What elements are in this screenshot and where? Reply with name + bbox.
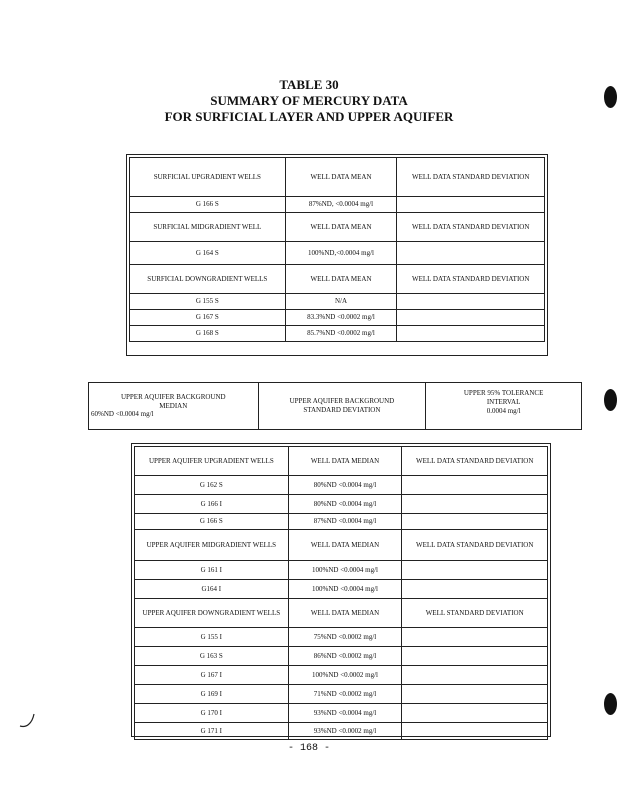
well-id: G 167 S (130, 310, 286, 326)
upper-downgradient-header (135, 599, 548, 628)
well-sd (397, 310, 545, 326)
table-row (130, 197, 545, 213)
well-id: G 164 S (130, 242, 286, 265)
upper-aquifer-table (134, 446, 548, 740)
binder-hole-bottom (604, 693, 617, 715)
well-sd (402, 723, 548, 740)
table-row (135, 647, 548, 666)
header-std-dev: WELL DATA STANDARD DEVIATION (397, 213, 545, 242)
header-well-group: UPPER AQUIFER DOWNGRADIENT WELLS (135, 599, 289, 628)
well-sd (402, 514, 548, 530)
table-row (135, 723, 548, 740)
table-row (135, 704, 548, 723)
well-value: 75%ND <0.0002 mg/l (288, 628, 402, 647)
background-median-cell (89, 383, 259, 430)
well-id: G 166 S (135, 514, 289, 530)
well-value: 86%ND <0.0002 mg/l (288, 647, 402, 666)
table-title: TABLE 30 (279, 77, 339, 92)
background-sd-label: UPPER AQUIFER BACKGROUND STANDARD DEVIATION (258, 383, 426, 430)
surficial-midgradient-header (130, 213, 545, 242)
header-well-data: WELL DATA MEAN (285, 265, 397, 294)
header-well-data: WELL DATA MEAN (285, 213, 397, 242)
table-subtitle-2: FOR SURFICIAL LAYER AND UPPER AQUIFER (164, 109, 454, 124)
well-id: G 166 S (130, 197, 286, 213)
well-sd (397, 326, 545, 342)
well-value: 80%ND <0.0004 mg/l (288, 495, 402, 514)
well-sd (402, 704, 548, 723)
well-id: G 171 I (135, 723, 289, 740)
well-sd (402, 476, 548, 495)
well-value: 93%ND <0.0004 mg/l (288, 704, 402, 723)
well-value: N/A (285, 294, 397, 310)
well-id: G 168 S (130, 326, 286, 342)
well-id: G 169 I (135, 685, 289, 704)
header-well-data: WELL DATA MEDIAN (288, 530, 402, 561)
header-std-dev: WELL STANDARD DEVIATION (402, 599, 548, 628)
upper-midgradient-header (135, 530, 548, 561)
header-well-data: WELL DATA MEAN (285, 158, 397, 197)
header-well-group: SURFICIAL MIDGRADIENT WELL (130, 213, 286, 242)
background-median-value: 60%ND <0.0004 mg/l (91, 410, 154, 419)
surficial-upgradient-header (130, 158, 545, 197)
header-well-group: SURFICIAL DOWNGRADIENT WELLS (130, 265, 286, 294)
background-summary-table (88, 382, 582, 430)
well-value: 85.7%ND <0.0002 mg/l (285, 326, 397, 342)
well-value: 100%ND,<0.0004 mg/l (285, 242, 397, 265)
well-sd (397, 197, 545, 213)
binder-hole-middle (604, 389, 617, 411)
upper-upgradient-header (135, 447, 548, 476)
well-value: 100%ND <0.0004 mg/l (288, 561, 402, 580)
well-sd (402, 647, 548, 666)
well-value: 71%ND <0.0002 mg/l (288, 685, 402, 704)
header-well-data: WELL DATA MEDIAN (288, 599, 402, 628)
background-row (89, 383, 582, 430)
table-row (130, 242, 545, 265)
well-value: 83.3%ND <0.0002 mg/l (285, 310, 397, 326)
well-value: 93%ND <0.0002 mg/l (288, 723, 402, 740)
header-well-group: UPPER AQUIFER UPGRADIENT WELLS (135, 447, 289, 476)
table-row (130, 294, 545, 310)
table-row (135, 476, 548, 495)
page-number: - 168 - (287, 743, 330, 754)
background-median-label: UPPER AQUIFER BACKGROUND MEDIAN (120, 392, 226, 410)
well-id: G 170 I (135, 704, 289, 723)
scan-mark-icon (16, 708, 40, 732)
table-row (130, 326, 545, 342)
well-sd (402, 666, 548, 685)
well-value: 80%ND <0.0004 mg/l (288, 476, 402, 495)
header-well-group: SURFICIAL UPGRADIENT WELLS (130, 158, 286, 197)
header-std-dev: WELL DATA STANDARD DEVIATION (402, 447, 548, 476)
well-value: 100%ND <0.0004 mg/l (288, 580, 402, 599)
well-sd (402, 580, 548, 599)
tolerance-interval-value: 0.0004 mg/l (486, 406, 521, 415)
table-subtitle-1: SUMMARY OF MERCURY DATA (210, 93, 408, 108)
well-sd (397, 294, 545, 310)
table-row (135, 495, 548, 514)
well-id: G164 I (135, 580, 289, 599)
well-id: G 166 I (135, 495, 289, 514)
surficial-table (129, 157, 545, 342)
tolerance-interval-label: UPPER 95% TOLERANCE INTERVAL (463, 389, 544, 406)
header-std-dev: WELL DATA STANDARD DEVIATION (397, 158, 545, 197)
header-well-data: WELL DATA MEDIAN (288, 447, 402, 476)
surficial-downgradient-header (130, 265, 545, 294)
well-value: 87%ND <0.0004 mg/l (288, 514, 402, 530)
well-sd (402, 495, 548, 514)
header-std-dev: WELL DATA STANDARD DEVIATION (397, 265, 545, 294)
table-row (135, 628, 548, 647)
well-sd (397, 242, 545, 265)
table-row (135, 685, 548, 704)
header-std-dev: WELL DATA STANDARD DEVIATION (402, 530, 548, 561)
well-id: G 155 I (135, 628, 289, 647)
well-value: 100%ND <0.0002 mg/l (288, 666, 402, 685)
well-id: G 155 S (130, 294, 286, 310)
well-id: G 161 I (135, 561, 289, 580)
well-id: G 163 S (135, 647, 289, 666)
table-row (130, 310, 545, 326)
table-row (135, 561, 548, 580)
well-sd (402, 561, 548, 580)
table-row (135, 666, 548, 685)
table-row (135, 580, 548, 599)
well-id: G 167 I (135, 666, 289, 685)
well-sd (402, 685, 548, 704)
table-row (135, 514, 548, 530)
well-id: G 162 S (135, 476, 289, 495)
well-value: 87%ND, <0.0004 mg/l (285, 197, 397, 213)
tolerance-interval-cell (426, 383, 582, 430)
well-sd (402, 628, 548, 647)
header-well-group: UPPER AQUIFER MIDGRADIENT WELLS (135, 530, 289, 561)
